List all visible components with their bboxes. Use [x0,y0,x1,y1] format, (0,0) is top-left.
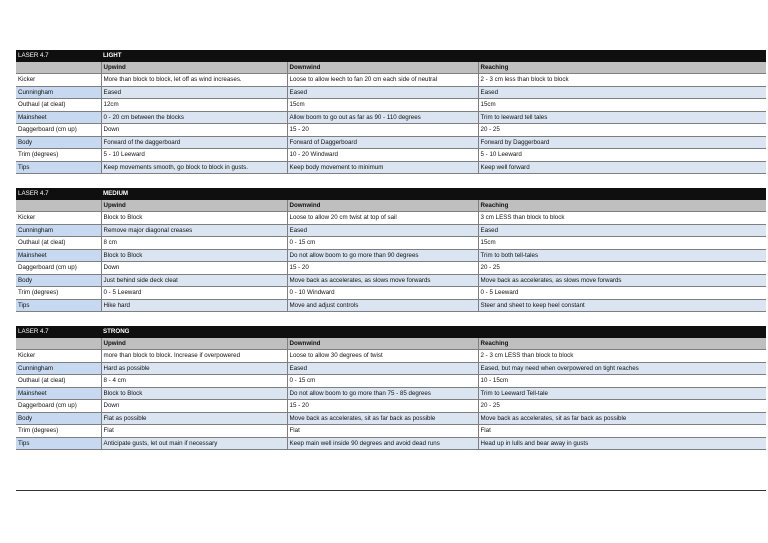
cell-upwind: Anticipate gusts, let out main if necessary [101,437,287,450]
table-row [16,74,766,87]
cell-downwind: Move back as accelerates, sit as far back as possible [287,412,478,425]
table-row [16,237,766,250]
cell-upwind: Block to Block [101,249,287,262]
cell-reaching: Move back as accelerates, as slows move forwards [478,274,766,287]
spacer [16,312,766,327]
cell-downwind: 0 - 10 Windward [287,287,478,300]
settings-sheet [16,50,766,450]
cell-upwind: 8 - 4 cm [101,375,287,388]
cell-downwind: Eased [287,86,478,99]
cell-upwind: Hard as possible [101,362,287,375]
header-blank [16,200,101,212]
cell-downwind: Loose to allow leech to fan 20 cm each side of neutral [287,74,478,87]
wind-level: MEDIUM [101,188,766,200]
table-row [16,425,766,438]
cell-reaching: 20 - 25 [478,124,766,137]
boat-class: LASER 4.7 [16,188,101,200]
row-label: Daggerboard (cm up) [16,262,101,275]
row-label: Mainsheet [16,387,101,400]
cell-reaching: Trim to both tell-tales [478,249,766,262]
column-header-row [16,200,766,212]
table-row [16,212,766,225]
cell-downwind: Loose to allow 20 cm twist at top of sail [287,212,478,225]
table-row [16,99,766,112]
row-label: Mainsheet [16,249,101,262]
cell-downwind: Eased [287,362,478,375]
header-downwind: Downwind [287,62,478,74]
table-row [16,161,766,174]
header-reaching: Reaching [478,62,766,74]
wind-level: STRONG [101,326,766,338]
row-label: Outhaul (at cleat) [16,237,101,250]
table-row [16,350,766,363]
cell-upwind: More than block to block, let off as wind increases. [101,74,287,87]
cell-upwind: Remove major diagonal creases [101,224,287,237]
section-gap [16,312,766,327]
table-row [16,387,766,400]
cell-reaching: Steer and sheet to keep heel constant [478,299,766,312]
cell-upwind: 0 - 20 cm between the blocks [101,111,287,124]
cell-downwind: 15 - 20 [287,124,478,137]
table-row [16,375,766,388]
cell-downwind: Keep body movement to minimum [287,161,478,174]
header-blank [16,62,101,74]
row-label: Trim (degrees) [16,287,101,300]
row-label: Outhaul (at cleat) [16,99,101,112]
row-label: Body [16,412,101,425]
cell-downwind: Eased [287,224,478,237]
settings-table [16,50,766,450]
cell-reaching: Move back as accelerates, sit as far back as possible [478,412,766,425]
cell-reaching: 20 - 25 [478,262,766,275]
row-label: Kicker [16,350,101,363]
row-label: Trim (degrees) [16,425,101,438]
cell-downwind: 10 - 20 Windward [287,149,478,162]
cell-reaching: 10 - 15cm [478,375,766,388]
cell-reaching: Eased [478,224,766,237]
section-title-row [16,188,766,200]
row-label: Daggerboard (cm up) [16,400,101,413]
table-row [16,149,766,162]
table-row [16,437,766,450]
header-upwind: Upwind [101,200,287,212]
row-label: Kicker [16,74,101,87]
table-row [16,299,766,312]
cell-downwind: Do not allow boom to go more than 90 degrees [287,249,478,262]
section-gap [16,174,766,189]
cell-downwind: Keep main well inside 90 degrees and avoid dead runs [287,437,478,450]
cell-reaching: Trim to leeward tell tales [478,111,766,124]
cell-reaching: Eased [478,86,766,99]
header-upwind: Upwind [101,338,287,350]
row-label: Trim (degrees) [16,149,101,162]
cell-upwind: Down [101,262,287,275]
row-label: Cunningham [16,362,101,375]
table-row [16,249,766,262]
boat-class: LASER 4.7 [16,326,101,338]
cell-reaching: Trim to Leeward Tell-tale [478,387,766,400]
row-label: Daggerboard (cm up) [16,124,101,137]
cell-reaching: Keep well forward [478,161,766,174]
cell-upwind: Down [101,400,287,413]
cell-upwind: 5 - 10 Leeward [101,149,287,162]
row-label: Tips [16,437,101,450]
table-row [16,400,766,413]
section-title-row [16,50,766,62]
row-label: Mainsheet [16,111,101,124]
cell-downwind: Allow boom to go out as far as 90 - 110 degrees [287,111,478,124]
cell-upwind: 12cm [101,99,287,112]
row-label: Cunningham [16,224,101,237]
cell-upwind: Just behind side deck cleat [101,274,287,287]
row-label: Tips [16,299,101,312]
cell-reaching: 15cm [478,237,766,250]
cell-reaching: Flat [478,425,766,438]
header-upwind: Upwind [101,62,287,74]
cell-downwind: Move back as accelerates, as slows move forwards [287,274,478,287]
cell-upwind: Flat as possible [101,412,287,425]
cell-reaching: 2 - 3 cm less than block to block [478,74,766,87]
table-row [16,86,766,99]
cell-downwind: Flat [287,425,478,438]
table-row [16,111,766,124]
cell-downwind: 15 - 20 [287,400,478,413]
table-row [16,262,766,275]
cell-downwind: Forward of Daggerboard [287,136,478,149]
boat-class: LASER 4.7 [16,50,101,62]
cell-reaching: 0 - 5 Leeward [478,287,766,300]
cell-upwind: Flat [101,425,287,438]
cell-upwind: Block to Block [101,212,287,225]
cell-downwind: 15cm [287,99,478,112]
cell-reaching: 20 - 25 [478,400,766,413]
header-downwind: Downwind [287,200,478,212]
cell-reaching: Forward by Daggerboard [478,136,766,149]
column-header-row [16,338,766,350]
column-header-row [16,62,766,74]
cell-reaching: Eased, but may need when overpowered on tight reaches [478,362,766,375]
cell-downwind: Do not allow boom to go more than 75 - 85 degrees [287,387,478,400]
cell-upwind: Down [101,124,287,137]
cell-upwind: more than block to block. Increase if overpowered [101,350,287,363]
table-row [16,287,766,300]
cell-downwind: Loose to allow 30 degrees of twist [287,350,478,363]
cell-reaching: 3 cm LESS than block to block [478,212,766,225]
header-blank [16,338,101,350]
wind-level: LIGHT [101,50,766,62]
cell-upwind: 8 cm [101,237,287,250]
spacer [16,174,766,189]
cell-upwind: Block to Block [101,387,287,400]
cell-upwind: Keep movements smooth, go block to block in gusts. [101,161,287,174]
section-title-row [16,326,766,338]
header-reaching: Reaching [478,200,766,212]
row-label: Kicker [16,212,101,225]
row-label: Cunningham [16,86,101,99]
cell-downwind: 0 - 15 cm [287,237,478,250]
cell-upwind: 0 - 5 Leeward [101,287,287,300]
cell-reaching: 2 - 3 cm LESS than block to block [478,350,766,363]
cell-upwind: Hike hard [101,299,287,312]
table-row [16,412,766,425]
cell-upwind: Eased [101,86,287,99]
cell-downwind: Move and adjust controls [287,299,478,312]
table-row [16,362,766,375]
cell-reaching: 5 - 10 Leeward [478,149,766,162]
header-downwind: Downwind [287,338,478,350]
cell-reaching: 15cm [478,99,766,112]
cell-downwind: 0 - 15 cm [287,375,478,388]
row-label: Tips [16,161,101,174]
row-label: Outhaul (at cleat) [16,375,101,388]
header-reaching: Reaching [478,338,766,350]
bottom-rule [16,490,766,491]
cell-reaching: Head up in lulls and bear away in gusts [478,437,766,450]
table-row [16,274,766,287]
cell-upwind: Forward of the daggerboard [101,136,287,149]
row-label: Body [16,274,101,287]
table-row [16,224,766,237]
table-row [16,136,766,149]
table-row [16,124,766,137]
cell-downwind: 15 - 20 [287,262,478,275]
row-label: Body [16,136,101,149]
